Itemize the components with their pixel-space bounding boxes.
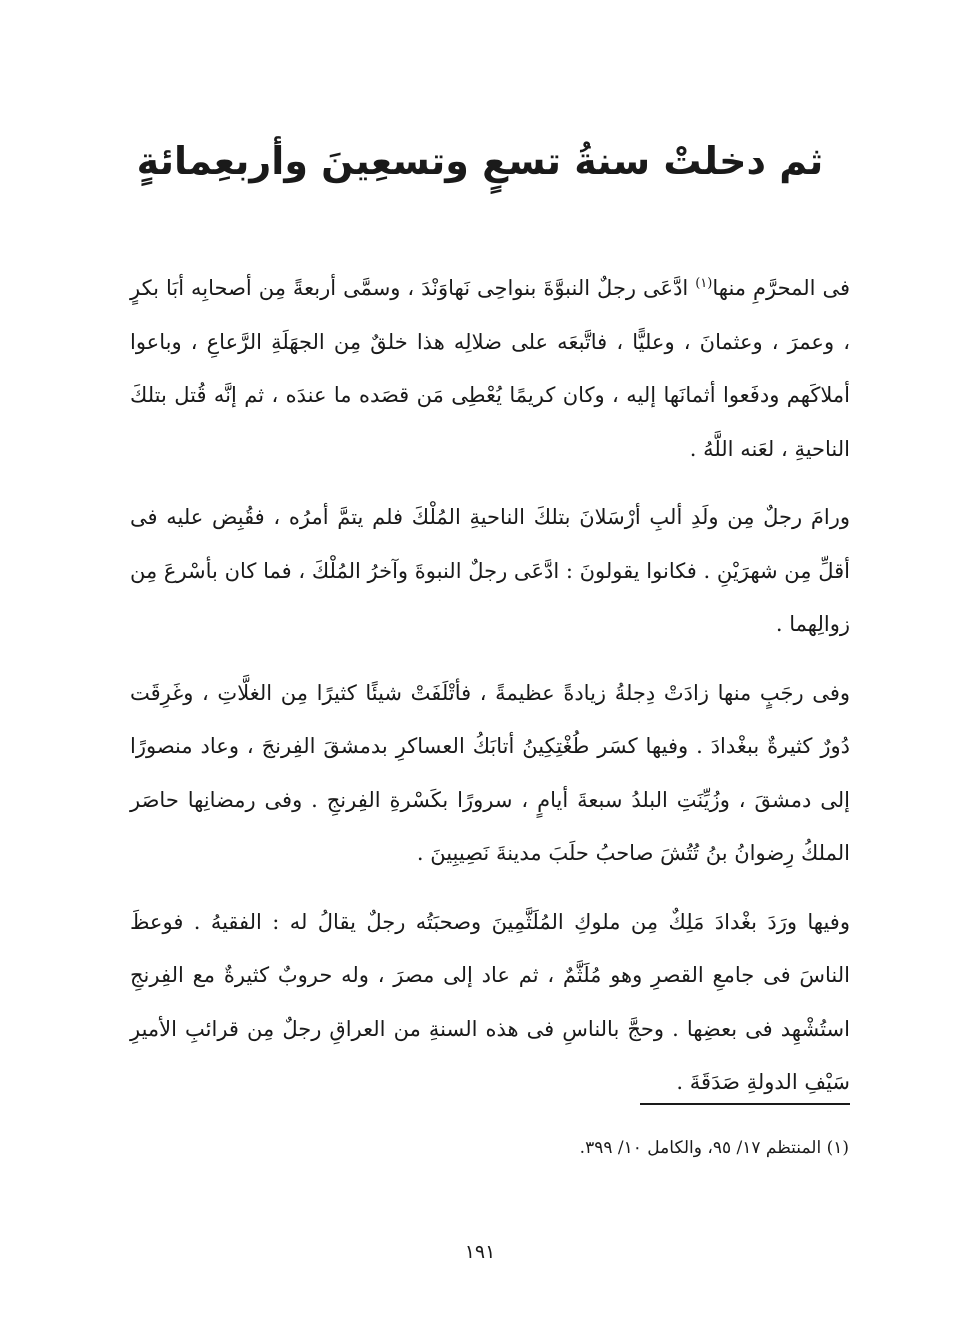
chapter-title: ثم دخلتْ سنةُ تسعٍ وتسعِينَ وأربعِمائةٍ	[136, 139, 824, 183]
footnote: (١) المنتظم ١٧/ ٩٥، والكامل ١٠/ ٣٩٩.	[579, 1138, 849, 1158]
paragraph-4: وفيها ورَدَ بغْدادَ مَلِكٌ مِن ملوكِ المُلَثَّمِينَ وصحبَتُه رجلٌ يقالُ له : الفقيهُ . فوعظَ الناسَ فى جامعِ القصرِ وهو مُلَثَّمٌ ، ثم عاد إلى مصرَ ، وله حروبٌ كثيرةٌ مع الفِرنجِ استُشْهِد فى بعضِها . وحجَّ بالناسِ فى هذه السنةِ من العراقِ رجلٌ مِن قرائبِ الأميرِ سَيْفِ الدولةِ صَدَقَةَ .	[130, 909, 850, 1094]
footnote-separator	[640, 1103, 850, 1105]
paragraph-1-start: فى المحرَّمِ منها	[712, 276, 850, 300]
paragraph-2: ورامَ رجلٌ مِن ولَدِ ألبِ أرْسَلانَ بتلكَ الناحيةِ المُلْكَ فلم يتمَّ أمرُه ، فقُبِض عليه فى أقلِّ مِن شهرَيْنِ . فكانوا يقولونَ : ادَّعَى رجلٌ النبوةَ وآخرُ المُلْكَ ، فما كان بأسْرعَ مِن زوالِهما .	[130, 505, 850, 636]
body-text	[130, 262, 850, 1125]
paragraph-1-rest: ادَّعَى رجلٌ النبوَّةَ بنواحِى نَهاوَنْدَ ، وسمَّى أربعةً مِن أصحابِه أبَا بكرٍ ، وعمرَ ، وعثمانَ ، وعليًّا ، فاتَّبعَه على ضلالِه هذا خلقٌ مِن الجهَلَةِ الرَّعاعِ ، وباعوا أملاكَهم ودفَعوا أثمانَها إليه ، وكان كريمًا يُعْطِى مَن قصَده ما عندَه ، ثم إنَّه قُتل بتلكَ الناحيةِ ، لعَنه اللَّهُ .	[130, 276, 850, 461]
paragraph-3: وفى رجَبٍ منها زادَتْ دِجلةُ زيادةً عظيمةً ، فأتْلَفَتْ شيئًا كثيرًا مِن الغلَّاتِ ، وغَرِقَت دُورٌ كثيرةٌ ببغْدادَ . وفيها كسَر طُغْتِكِينُ أتابَكُ العساكرِ بدمشقَ الفِرنجَ ، وعاد منصورًا إلى دمشقَ ، وزُيِّنَتِ البلدُ سبعةَ أيامٍ ، سرورًا بكَسْرةِ الفِرنجِ . وفى رمضانِها حاصَر الملكُ رِضوانُ بنُ تُتُشَ صاحبُ حلَبَ مدينةَ نَصِيبِينَ .	[130, 680, 850, 865]
page-number: ١٩١	[464, 1241, 496, 1263]
footnote-marker: (١)	[695, 276, 713, 291]
paragraph-1	[130, 262, 850, 476]
